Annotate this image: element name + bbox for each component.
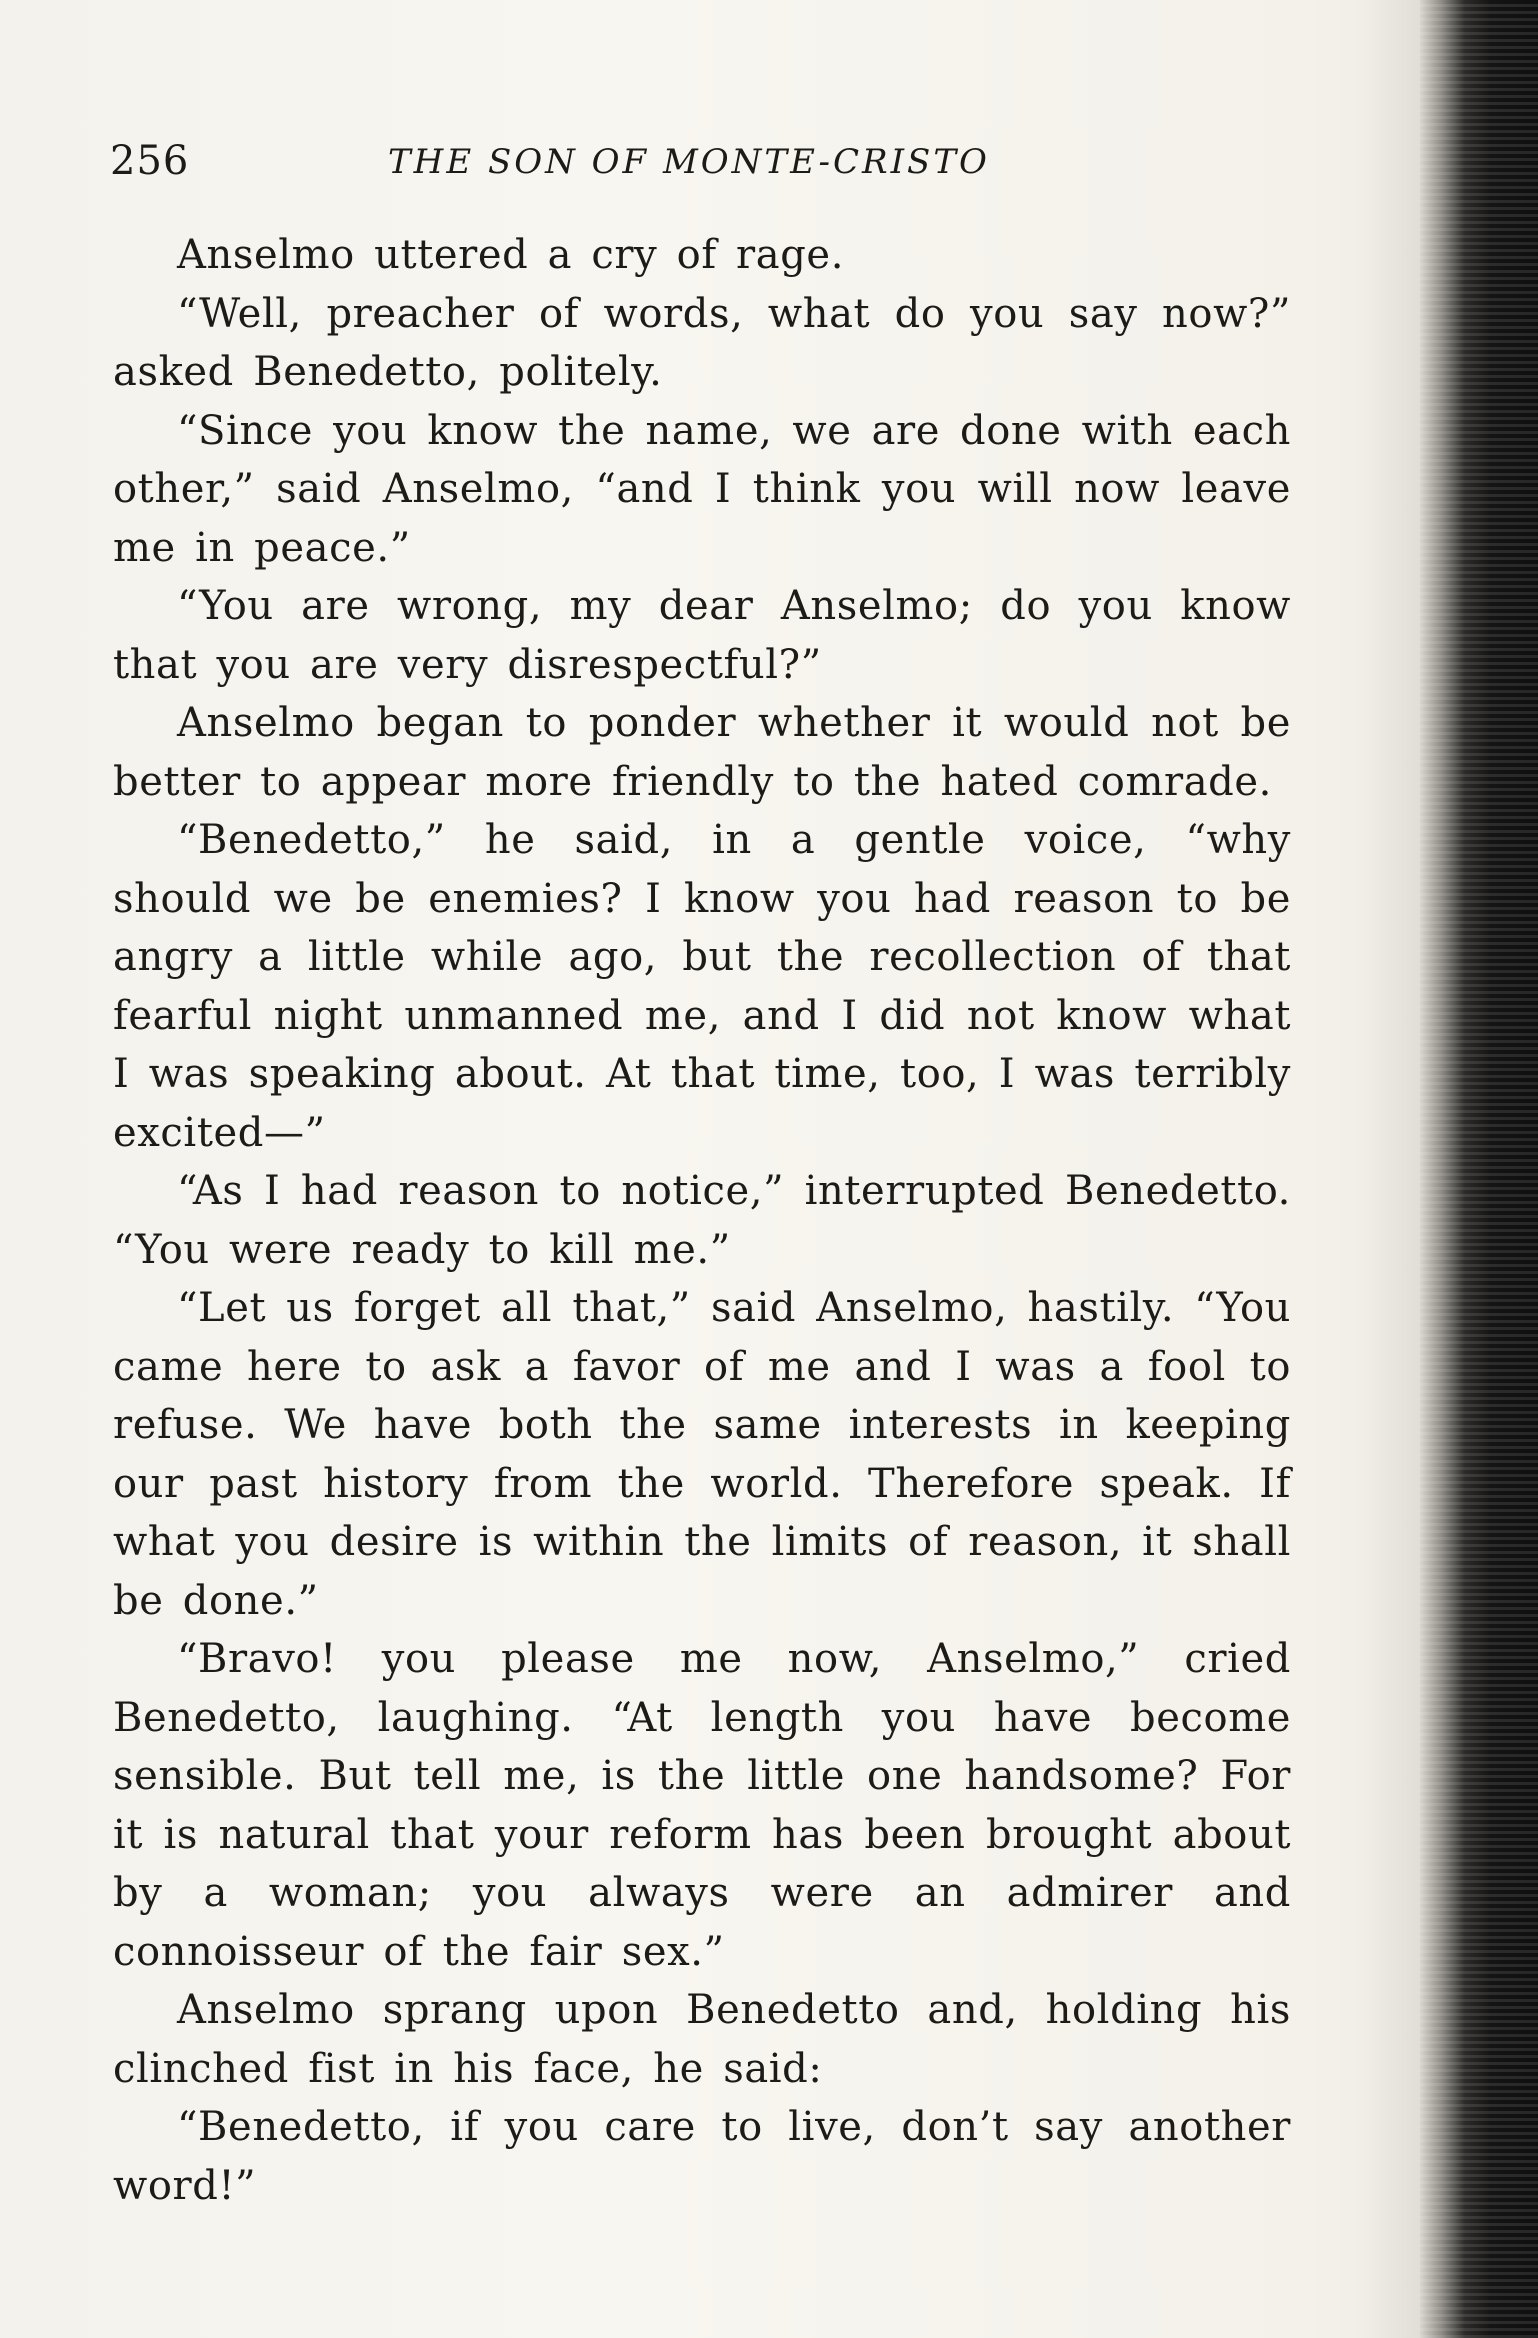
- page-number: 256: [110, 138, 190, 184]
- book-binding-edge: [1420, 0, 1538, 2338]
- paragraph: Anselmo began to ponder whether it would not be better to appear more friendly to the hated comrade.: [113, 700, 1291, 805]
- paragraph: Anselmo sprang upon Benedetto and, holding his clinched fist in his face, he said:: [113, 1987, 1291, 2092]
- paragraph: “Let us forget all that,” said Anselmo, hastily. “You came here to ask a favor of me and I was a fool to refuse. We have both the same interests in keeping our past history from the world. Therefore speak. If what you desire is within the limits of reason, it shall be done.”: [113, 1285, 1291, 1624]
- paragraph: “Bravo! you please me now, Anselmo,” cried Benedetto, laughing. “At length you have become sensible. But tell me, is the little one handsome? For it is natural that your reform has been brought about by a woman; you always were an admirer and connoisseur of the fair sex.”: [113, 1636, 1291, 1975]
- paragraph: “Benedetto, if you care to live, don’t say another word!”: [113, 2104, 1291, 2209]
- running-title: THE SON OF MONTE-CRISTO: [388, 142, 990, 182]
- paragraph: “Since you know the name, we are done with each other,” said Anselmo, “and I think you will now leave me in peace.”: [113, 407, 1291, 571]
- paragraph: “As I had reason to notice,” interrupted Benedetto. “You were ready to kill me.”: [113, 1168, 1291, 1273]
- paragraph: Anselmo uttered a cry of rage.: [177, 232, 845, 278]
- paragraph: “Well, preacher of words, what do you say now?” asked Benedetto, politely.: [113, 290, 1291, 395]
- page-shadow: [1360, 0, 1420, 2338]
- page-header: [110, 138, 1290, 198]
- paragraph: “Benedetto,” he said, in a gentle voice, “why should we be enemies? I know you had reason to be angry a little while ago, but the recollection of that fearful night unmanned me, and I did not know what I was speaking about. At that time, too, I was terribly excited—”: [113, 817, 1291, 1156]
- paragraph: “You are wrong, my dear Anselmo; do you know that you are very disrespectful?”: [113, 583, 1291, 688]
- body-text: [113, 226, 1291, 2215]
